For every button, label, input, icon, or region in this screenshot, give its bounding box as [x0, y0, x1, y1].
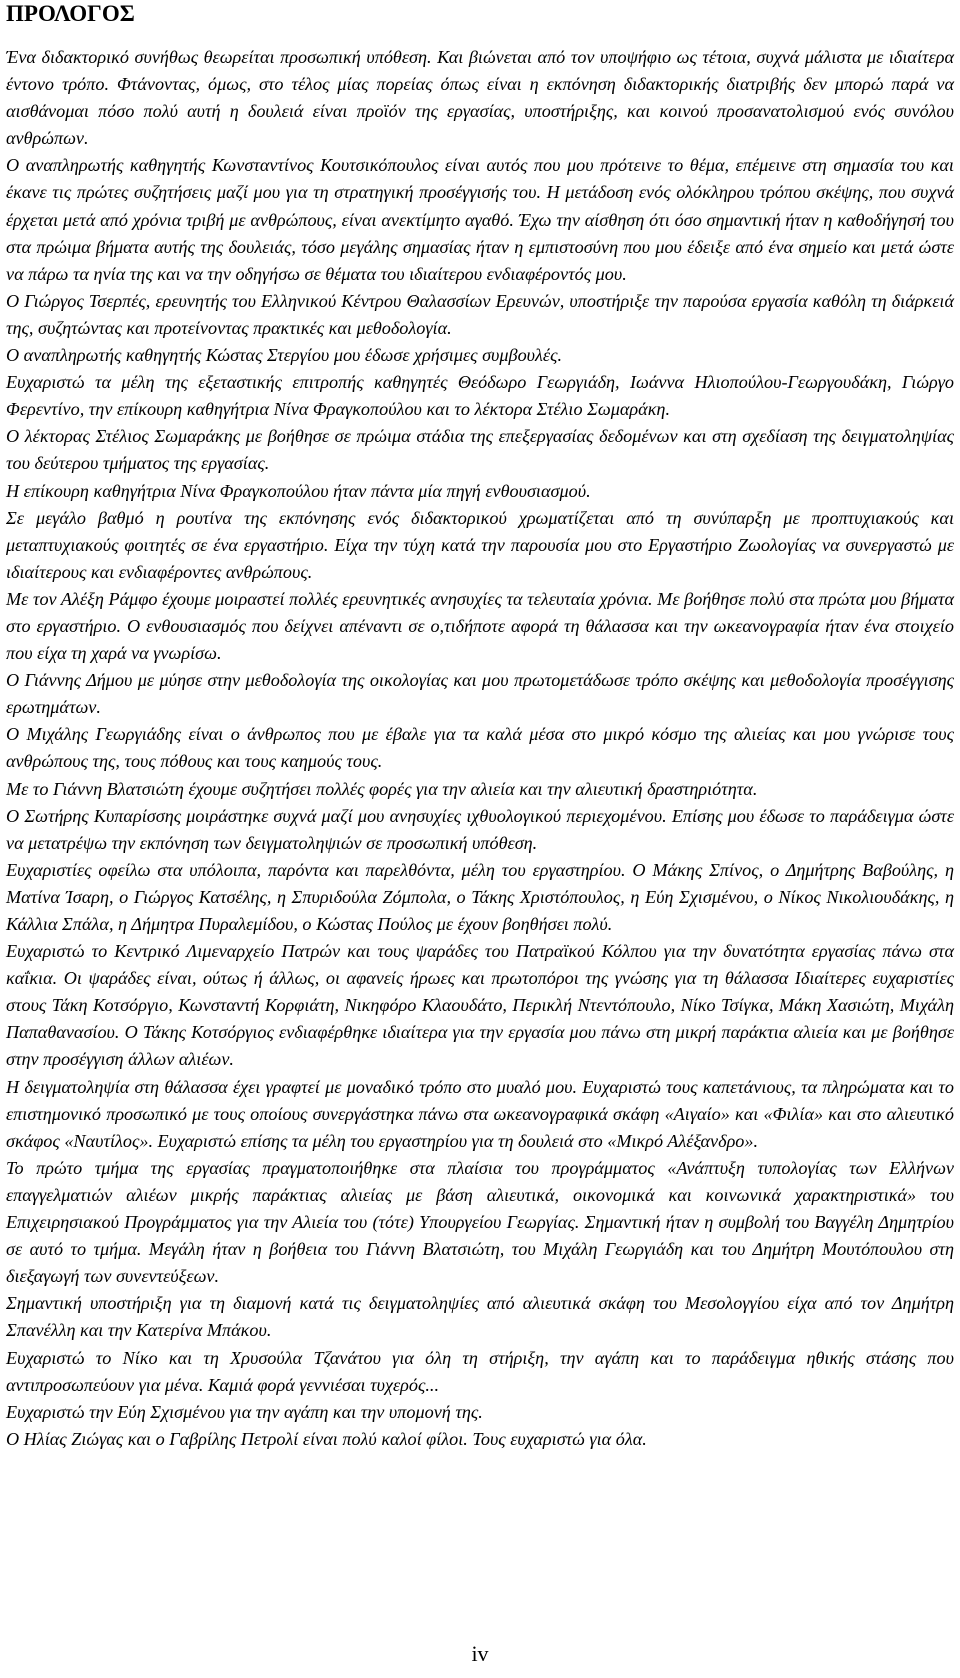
- paragraph-tserpes: Ο Γιώργος Τσερπές, ερευνητής του Ελληνικού Κέντρου Θαλασσίων Ερευνών, υποστήριξε την παρούσα εργασία καθόλη τη διάρκειά της, συζητώντας και προτείνοντας πρακτικές και μεθοδολογία.: [6, 290, 954, 338]
- paragraph-ramfos: Με τον Αλέξη Ράμφο έχουμε μοιραστεί πολλές ερευνητικές ανησυχίες τα τελευταία χρόνια. Με βοήθησε πολύ στα πρώτα μου βήματα στο εργαστήριο. Ο ενθουσιασμός που δείχνει απέναντι σε ο,τιδήποτε αφορά τη θάλασσα και την ωκεανογραφία ήταν ένα στοιχείο που είχα τη χαρά να γνωρίσω.: [6, 588, 954, 664]
- paragraph-fishermen: Ευχαριστώ το Κεντρικό Λιμεναρχείο Πατρών και τους ψαράδες του Πατραϊκού Κόλπου για την δυνατότητα εργασίας πάνω στα καΐκια. Οι ψαράδες είναι, ούτως ή άλλως, οι αφανείς ήρωες και πρωτοπόροι της γνώσης για τη θάλασσα Ιδιαίτερες ευχαριστίες στους Τάκη Κοτσόργιο, Κωνσταντή Κορφιάτη, Νικηφόρο Κλαουδάτο, Περικλή Ντεντόπουλο, Νίκο Τσίγκα, Μάκη Χασιώτη, Μιχάλη Παπαθανασίου. Ο Τάκης Κοτσόργιος ενδιαφέρθηκε ιδιαίτερα για την εργασία μου πάνω στη μικρή παράκτια αλιεία και με βοήθησε στην προσέγγιση άλλων αλιέων.: [6, 941, 954, 1070]
- paragraph-evi: Ευχαριστώ την Εύη Σχισμένου για την αγάπη και την υπομονή της.: [6, 1401, 483, 1422]
- paragraph-dimou: Ο Γιάννης Δήμου με μύησε στην μεθοδολογία της οικολογίας και μου πρωτομετάδωσε τρόπο σκέψης και μεθοδολογία προσέγγισης ερωτημάτων.: [6, 670, 954, 718]
- paragraph-programme: Το πρώτο τμήμα της εργασίας πραγματοποιήθηκε στα πλαίσια του προγράμματος «Ανάπτυξη τυπολογίας των Ελλήνων επαγγελματιών αλιέων μικρής παράκτιας αλιείας με βάση αλιευτικά, οικονομικά και κοινωνικά χαρακτηριστικά» του Επιχειρησιακού Προγράμματος για την Αλιεία του (τότε) Υπουργείου Γεωργίας. Σημαντική ήταν η συμβολή του Βαγγέλη Δημητρίου σε αυτό το τμήμα. Μεγάλη ήταν η βοήθεια του Γιάννη Βλατσιώτη, του Μιχάλη Γεωργιάδη και του Δημήτρη Μουτόπουλου στη διεξαγωγή των συνεντεύξεων.: [6, 1157, 954, 1287]
- paragraph-fragkopoulou: Η επίκουρη καθηγήτρια Νίνα Φραγκοπούλου ήταν πάντα μία πηγή ενθουσιασμού.: [6, 480, 591, 501]
- paragraph-mesolongi: Σημαντική υποστήριξη για τη διαμονή κατά τις δειγματοληψίες από αλιευτικά σκάφη του Μεσολογγίου είχα από τον Δημήτρη Σπανέλλη και την Κατερίνα Μπάκου.: [6, 1293, 954, 1341]
- paragraph-sampling: Η δειγματοληψία στη θάλασσα έχει γραφτεί με μοναδικό τρόπο στο μυαλό μου. Ευχαριστώ τους καπετάνιους, τα πληρώματα και το επιστημονικό προσωπικό με τους οποίους συνεργάστηκα πάνω στα ωκεανογραφικά σκάφη «Αιγαίο» και «Φιλία» και στο αλιευτικό σκάφος «Ναυτίλος». Ευχαριστώ επίσης τα μέλη του εργαστηρίου για τη δουλειά στο «Μικρό Αλέξανδρο».: [6, 1076, 954, 1151]
- page-title: ΠΡΟΛΟΓΟΣ: [6, 1, 135, 26]
- paragraph-somarakis: Ο λέκτορας Στέλιος Σωμαράκης με βοήθησε σε πρώιμα στάδια της επεξεργασίας δεδομένων και στη σχεδίαση της δειγματοληψίας του δεύτερου τμήματος της εργασίας.: [6, 426, 954, 474]
- document-page: [6, 0, 954, 1453]
- page-number: iv: [471, 1641, 489, 1666]
- paragraph-lab-members: Ευχαριστίες οφείλω στα υπόλοιπα, παρόντα και παρελθόντα, μέλη του εργαστηρίου. Ο Μάκης Σπίνος, ο Δημήτρης Βαβούλης, η Ματίνα Ίσαρη, ο Γιώργος Κατσέλης, η Σπυριδούλα Ζόμπολα, ο Τάκης Χριστόπουλος, η Εύη Σχισμένου, ο Νίκος Νικολιουδάκης, η Κάλλια Σπάλα, η Δήμητρα Πυραλεμίδου, ο Κώστας Πούλος με έχουν βοηθήσει πολύ.: [6, 859, 954, 934]
- paragraph-family: Ευχαριστώ το Νίκο και τη Χρυσούλα Τζανάτου για όλη τη στήριξη, την αγάπη και το παράδειγμα ηθικής στάσης που αντιπροσωπεύουν για μένα. Καμιά φορά γεννιέσαι τυχερός...: [6, 1347, 954, 1395]
- paragraph-lab-routine: Σε μεγάλο βαθμό η ρουτίνα της εκπόνησης ενός διδακτορικού χρωματίζεται από τη συνύπαρξη με προπτυχιακούς και μεταπτυχιακούς φοιτητές σε ένα εργαστήριο. Είχα την τύχη κατά την παρουσία μου στο Εργαστήριο Ζωολογίας να συνεργαστώ με ιδιαίτερους και ενδιαφέροντες ανθρώπους.: [6, 507, 954, 582]
- paragraph-intro: Ένα διδακτορικό συνήθως θεωρείται προσωπική υπόθεση. Και βιώνεται από τον υποψήφιο ως τέτοια, συχνά μάλιστα με ιδιαίτερα έντονο τρόπο. Φτάνοντας, όμως, στο τέλος μίας πορείας όπως είναι η εκπόνηση διδακτορικής διατριβής δεν μπορώ παρά να αισθάνομαι πόσο πολύ αυτή η δουλειά είναι προϊόν της εργασίας, υποστήριξης, και κοινού προσανατολισμού ενός συνόλου ανθρώπων.: [6, 47, 954, 149]
- paragraph-committee: Ευχαριστώ τα μέλη της εξεταστικής επιτροπής καθηγητές Θεόδωρο Γεωργιάδη, Ιωάννα Ηλιοπούλου-Γεωργουδάκη, Γιώργο Φερεντίνο, την επίκουρη καθηγήτρια Νίνα Φραγκοπούλου και το λέκτορα Στέλιο Σωμαράκη.: [6, 372, 954, 420]
- paragraph-koutsikopoulos: Ο αναπληρωτής καθηγητής Κωνσταντίνος Κουτσικόπουλος είναι αυτός που μου πρότεινε το θέμα, επέμεινε στη σημασία του και έκανε τις πρώτες συζητήσεις μαζί μου για τη στρατηγική προσέγγισής του. Η μετάδοση ενός ολόκληρου τρόπου σκέψης, που συχνά έρχεται μετά από χρόνια τριβή με ανθρώπους, είναι ανεκτίμητο αγαθό. Έχω την αίσθηση ότι όσο σημαντική ήταν η καθοδήγησή του στα πρώιμα βήματα αυτής της δουλειάς, τόσο μεγάλης σημασίας ήταν η εμπιστοσύνη που μου έδειξε από ένα σημείο και μετά ώστε να πάρω τα ηνία της και να την οδηγήσω σε θέματα του ιδιαίτερου ενδιαφέροντός μου.: [6, 155, 954, 284]
- paragraph-vlatsiotis: Με το Γιάννη Βλατσιώτη έχουμε συζητήσει πολλές φορές για την αλιεία και την αλιευτική δραστηριότητα.: [6, 778, 758, 799]
- paragraph-stergiou: Ο αναπληρωτής καθηγητής Κώστας Στεργίου μου έδωσε χρήσιμες συμβουλές.: [6, 345, 562, 366]
- paragraph-kyparissis: Ο Σωτήρης Κυπαρίσσης μοιράστηκε συχνά μαζί μου ανησυχίες ιχθυολογικού περιεχομένου. Επίσης μου έδωσε το παράδειγμα ώστε να μετατρέψω την εκπόνηση των δειγματοληψιών σε προσωπική υπόθεση.: [6, 805, 954, 853]
- paragraph-friends: Ο Ηλίας Ζιώγας και ο Γαβρίλης Πετρολί είναι πολύ καλοί φίλοι. Τους ευχαριστώ για όλα.: [6, 1428, 647, 1449]
- paragraph-georgiadis: Ο Μιχάλης Γεωργιάδης είναι ο άνθρωπος που με έβαλε για τα καλά μέσα στο μικρό κόσμο της αλιείας και μου γνώρισε τους ανθρώπους της, τους πόθους και τους καημούς τους.: [6, 724, 954, 772]
